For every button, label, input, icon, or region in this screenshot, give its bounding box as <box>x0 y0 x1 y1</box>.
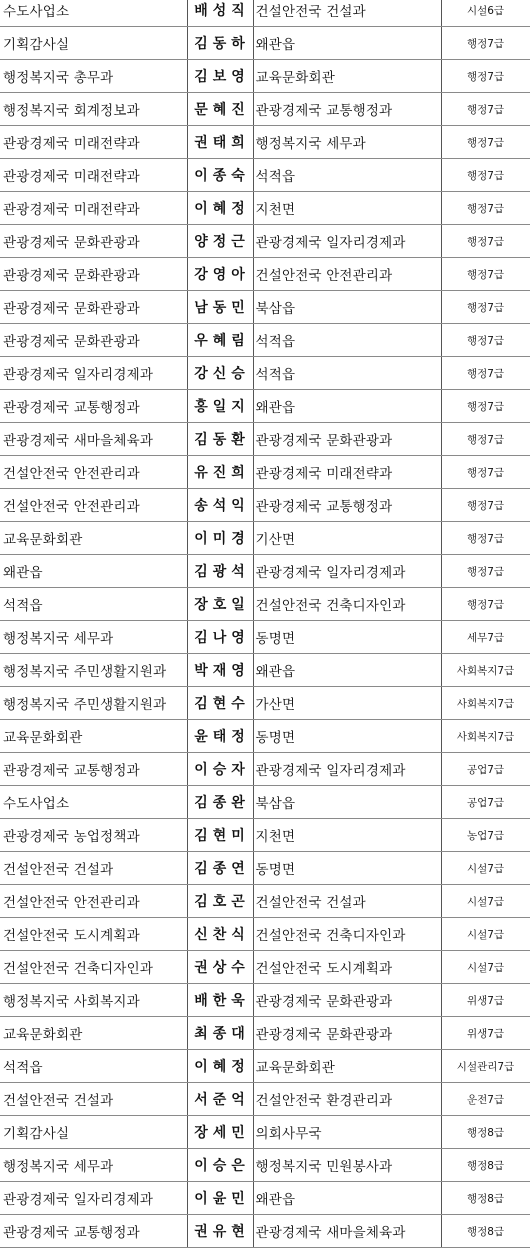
new-department-cell: 행정복지국 세무과 <box>253 126 441 159</box>
previous-department-cell: 관광경제국 미래전략과 <box>0 159 187 192</box>
new-department-cell: 건설안전국 도시계획과 <box>253 951 441 984</box>
new-department-cell: 석적읍 <box>253 357 441 390</box>
table-row <box>0 1050 530 1083</box>
new-department-cell: 석적읍 <box>253 159 441 192</box>
employee-name-cell: 배성직 <box>187 0 253 27</box>
employee-name-cell: 박재영 <box>187 654 253 687</box>
new-department-cell: 건설안전국 건축디자인과 <box>253 588 441 621</box>
employee-name-cell: 이혜정 <box>187 1050 253 1083</box>
new-department-cell: 건설안전국 건설과 <box>253 885 441 918</box>
previous-department-cell: 관광경제국 새마을체육과 <box>0 423 187 456</box>
table-row <box>0 819 530 852</box>
table-row <box>0 489 530 522</box>
new-department-cell: 관광경제국 일자리경제과 <box>253 225 441 258</box>
table-row <box>0 0 530 27</box>
table-row <box>0 27 530 60</box>
new-department-cell: 관광경제국 미래전략과 <box>253 456 441 489</box>
rank-cell: 행정7급 <box>441 192 530 225</box>
rank-cell: 시설7급 <box>441 951 530 984</box>
previous-department-cell: 건설안전국 안전관리과 <box>0 885 187 918</box>
previous-department-cell: 교육문화회관 <box>0 720 187 753</box>
new-department-cell: 관광경제국 새마을체육과 <box>253 1215 441 1248</box>
table-row <box>0 885 530 918</box>
new-department-cell: 관광경제국 문화관광과 <box>253 1017 441 1050</box>
previous-department-cell: 관광경제국 문화관광과 <box>0 258 187 291</box>
employee-name-cell: 이승은 <box>187 1149 253 1182</box>
previous-department-cell: 건설안전국 건설과 <box>0 1083 187 1116</box>
table-row <box>0 1017 530 1050</box>
new-department-cell: 의회사무국 <box>253 1116 441 1149</box>
table-row <box>0 192 530 225</box>
rank-cell: 행정7급 <box>441 225 530 258</box>
rank-cell: 농업7급 <box>441 819 530 852</box>
rank-cell: 행정7급 <box>441 357 530 390</box>
employee-name-cell: 강영아 <box>187 258 253 291</box>
new-department-cell: 지천면 <box>253 819 441 852</box>
new-department-cell: 기산면 <box>253 522 441 555</box>
rank-cell: 사회복지7급 <box>441 720 530 753</box>
table-row <box>0 126 530 159</box>
employee-name-cell: 김동하 <box>187 27 253 60</box>
rank-cell: 행정7급 <box>441 522 530 555</box>
rank-cell: 행정7급 <box>441 324 530 357</box>
employee-name-cell: 김종완 <box>187 786 253 819</box>
table-row <box>0 1083 530 1116</box>
table-row <box>0 60 530 93</box>
rank-cell: 사회복지7급 <box>441 654 530 687</box>
table-row <box>0 951 530 984</box>
previous-department-cell: 건설안전국 건축디자인과 <box>0 951 187 984</box>
rank-cell: 행정7급 <box>441 489 530 522</box>
new-department-cell: 지천면 <box>253 192 441 225</box>
new-department-cell: 동명면 <box>253 621 441 654</box>
table-row <box>0 93 530 126</box>
employee-name-cell: 양정근 <box>187 225 253 258</box>
new-department-cell: 관광경제국 교통행정과 <box>253 93 441 126</box>
previous-department-cell: 수도사업소 <box>0 786 187 819</box>
rank-cell: 행정8급 <box>441 1116 530 1149</box>
table-row <box>0 984 530 1017</box>
table-row <box>0 555 530 588</box>
previous-department-cell: 관광경제국 문화관광과 <box>0 225 187 258</box>
rank-cell: 행정7급 <box>441 60 530 93</box>
employee-name-cell: 이종숙 <box>187 159 253 192</box>
previous-department-cell: 행정복지국 총무과 <box>0 60 187 93</box>
rank-cell: 행정8급 <box>441 1149 530 1182</box>
previous-department-cell: 관광경제국 문화관광과 <box>0 291 187 324</box>
new-department-cell: 관광경제국 문화관광과 <box>253 984 441 1017</box>
rank-cell: 행정7급 <box>441 126 530 159</box>
new-department-cell: 건설안전국 건설과 <box>253 0 441 27</box>
table-row <box>0 1116 530 1149</box>
new-department-cell: 왜관읍 <box>253 27 441 60</box>
previous-department-cell: 관광경제국 문화관광과 <box>0 324 187 357</box>
employee-name-cell: 남동민 <box>187 291 253 324</box>
previous-department-cell: 기획감사실 <box>0 1116 187 1149</box>
rank-cell: 세무7급 <box>441 621 530 654</box>
employee-name-cell: 서준억 <box>187 1083 253 1116</box>
table-row <box>0 852 530 885</box>
table-row <box>0 1149 530 1182</box>
employee-name-cell: 김종연 <box>187 852 253 885</box>
new-department-cell: 석적읍 <box>253 324 441 357</box>
previous-department-cell: 교육문화회관 <box>0 522 187 555</box>
employee-name-cell: 신찬식 <box>187 918 253 951</box>
previous-department-cell: 건설안전국 안전관리과 <box>0 456 187 489</box>
table-row <box>0 687 530 720</box>
previous-department-cell: 관광경제국 미래전략과 <box>0 192 187 225</box>
rank-cell: 행정7급 <box>441 159 530 192</box>
previous-department-cell: 행정복지국 회계정보과 <box>0 93 187 126</box>
previous-department-cell: 건설안전국 안전관리과 <box>0 489 187 522</box>
new-department-cell: 동명면 <box>253 720 441 753</box>
rank-cell: 시설6급 <box>441 0 530 27</box>
new-department-cell: 왜관읍 <box>253 1182 441 1215</box>
previous-department-cell: 건설안전국 도시계획과 <box>0 918 187 951</box>
previous-department-cell: 기획감사실 <box>0 27 187 60</box>
rank-cell: 행정7급 <box>441 456 530 489</box>
table-row <box>0 720 530 753</box>
previous-department-cell: 왜관읍 <box>0 555 187 588</box>
rank-cell: 행정7급 <box>441 291 530 324</box>
rank-cell: 행정7급 <box>441 588 530 621</box>
rank-cell: 행정7급 <box>441 93 530 126</box>
new-department-cell: 관광경제국 일자리경제과 <box>253 555 441 588</box>
employee-name-cell: 장세민 <box>187 1116 253 1149</box>
employee-name-cell: 유진희 <box>187 456 253 489</box>
employee-name-cell: 김호곤 <box>187 885 253 918</box>
employee-name-cell: 김동환 <box>187 423 253 456</box>
employee-name-cell: 윤태정 <box>187 720 253 753</box>
rank-cell: 위생7급 <box>441 1017 530 1050</box>
employee-name-cell: 홍일지 <box>187 390 253 423</box>
previous-department-cell: 관광경제국 교통행정과 <box>0 753 187 786</box>
employee-name-cell: 김광석 <box>187 555 253 588</box>
rank-cell: 시설7급 <box>441 885 530 918</box>
rank-cell: 행정7급 <box>441 555 530 588</box>
table-row <box>0 621 530 654</box>
rank-cell: 운전7급 <box>441 1083 530 1116</box>
employee-name-cell: 송석익 <box>187 489 253 522</box>
employee-name-cell: 김보영 <box>187 60 253 93</box>
new-department-cell: 건설안전국 환경관리과 <box>253 1083 441 1116</box>
previous-department-cell: 관광경제국 농업정책과 <box>0 819 187 852</box>
rank-cell: 행정7급 <box>441 423 530 456</box>
previous-department-cell: 관광경제국 교통행정과 <box>0 390 187 423</box>
previous-department-cell: 행정복지국 세무과 <box>0 621 187 654</box>
table-row <box>0 522 530 555</box>
previous-department-cell: 관광경제국 교통행정과 <box>0 1215 187 1248</box>
table-row <box>0 456 530 489</box>
table-row <box>0 423 530 456</box>
employee-name-cell: 이혜정 <box>187 192 253 225</box>
new-department-cell: 관광경제국 문화관광과 <box>253 423 441 456</box>
table-row <box>0 786 530 819</box>
new-department-cell: 동명면 <box>253 852 441 885</box>
table-row <box>0 918 530 951</box>
previous-department-cell: 행정복지국 세무과 <box>0 1149 187 1182</box>
employee-name-cell: 배한욱 <box>187 984 253 1017</box>
employee-name-cell: 이윤민 <box>187 1182 253 1215</box>
new-department-cell: 왜관읍 <box>253 654 441 687</box>
table-row <box>0 588 530 621</box>
employee-name-cell: 강신승 <box>187 357 253 390</box>
employee-name-cell: 권태희 <box>187 126 253 159</box>
new-department-cell: 관광경제국 일자리경제과 <box>253 753 441 786</box>
table-row <box>0 258 530 291</box>
new-department-cell: 건설안전국 안전관리과 <box>253 258 441 291</box>
new-department-cell: 교육문화회관 <box>253 60 441 93</box>
employee-name-cell: 문혜진 <box>187 93 253 126</box>
new-department-cell: 북삼읍 <box>253 291 441 324</box>
new-department-cell: 북삼읍 <box>253 786 441 819</box>
previous-department-cell: 관광경제국 일자리경제과 <box>0 357 187 390</box>
rank-cell: 시설7급 <box>441 918 530 951</box>
employee-name-cell: 권상수 <box>187 951 253 984</box>
new-department-cell: 교육문화회관 <box>253 1050 441 1083</box>
previous-department-cell: 건설안전국 건설과 <box>0 852 187 885</box>
previous-department-cell: 석적읍 <box>0 588 187 621</box>
table-row <box>0 1215 530 1248</box>
previous-department-cell: 행정복지국 주민생활지원과 <box>0 687 187 720</box>
employee-name-cell: 장호일 <box>187 588 253 621</box>
table-row <box>0 1182 530 1215</box>
previous-department-cell: 수도사업소 <box>0 0 187 27</box>
table-row <box>0 159 530 192</box>
rank-cell: 행정8급 <box>441 1215 530 1248</box>
new-department-cell: 가산면 <box>253 687 441 720</box>
new-department-cell: 행정복지국 민원봉사과 <box>253 1149 441 1182</box>
previous-department-cell: 행정복지국 사회복지과 <box>0 984 187 1017</box>
employee-name-cell: 김현미 <box>187 819 253 852</box>
new-department-cell: 건설안전국 건축디자인과 <box>253 918 441 951</box>
previous-department-cell: 교육문화회관 <box>0 1017 187 1050</box>
table-row <box>0 654 530 687</box>
employee-name-cell: 이승자 <box>187 753 253 786</box>
rank-cell: 시설7급 <box>441 852 530 885</box>
rank-cell: 사회복지7급 <box>441 687 530 720</box>
rank-cell: 위생7급 <box>441 984 530 1017</box>
previous-department-cell: 행정복지국 주민생활지원과 <box>0 654 187 687</box>
employee-name-cell: 권유현 <box>187 1215 253 1248</box>
employee-name-cell: 김현수 <box>187 687 253 720</box>
new-department-cell: 관광경제국 교통행정과 <box>253 489 441 522</box>
table-row <box>0 324 530 357</box>
rank-cell: 행정8급 <box>441 1182 530 1215</box>
table-row <box>0 225 530 258</box>
employee-name-cell: 우혜림 <box>187 324 253 357</box>
previous-department-cell: 관광경제국 미래전략과 <box>0 126 187 159</box>
rank-cell: 공업7급 <box>441 753 530 786</box>
table-row <box>0 390 530 423</box>
rank-cell: 행정7급 <box>441 258 530 291</box>
rank-cell: 행정7급 <box>441 27 530 60</box>
new-department-cell: 왜관읍 <box>253 390 441 423</box>
table-row <box>0 753 530 786</box>
rank-cell: 행정7급 <box>441 390 530 423</box>
rank-cell: 시설관리7급 <box>441 1050 530 1083</box>
table-row <box>0 357 530 390</box>
employee-name-cell: 김나영 <box>187 621 253 654</box>
rank-cell: 공업7급 <box>441 786 530 819</box>
previous-department-cell: 관광경제국 일자리경제과 <box>0 1182 187 1215</box>
table-row <box>0 291 530 324</box>
employee-name-cell: 이미경 <box>187 522 253 555</box>
employee-name-cell: 최종대 <box>187 1017 253 1050</box>
previous-department-cell: 석적읍 <box>0 1050 187 1083</box>
